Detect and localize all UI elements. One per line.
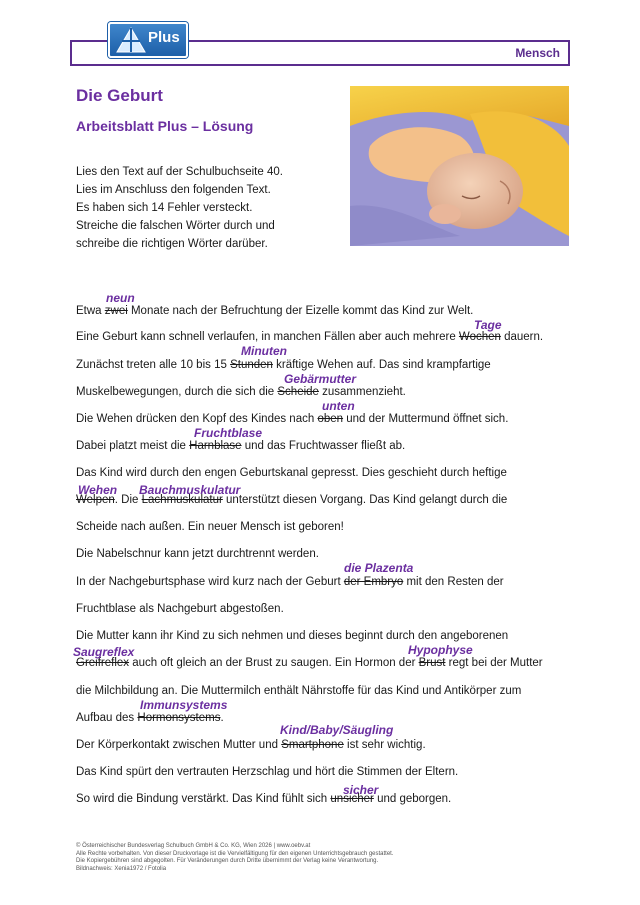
page-title: Die Geburt (76, 86, 163, 105)
wrong-word: Lachmuskulatur (141, 494, 223, 506)
correction-word: Kind/Baby/Säugling (280, 723, 394, 737)
correction-word: Gebärmutter (284, 372, 357, 386)
footer-line: Bildnachweis: Xenia1972 / Fotolia (76, 865, 167, 872)
correction-word: Hypophyse (408, 643, 473, 657)
footer-line: © Österreichischer Bundesverlag Schulbuch GmbH & Co. KG, Wien 2026 | www.oebv.at (76, 843, 311, 849)
instruction-line: Lies im Anschluss den folgenden Text. (76, 184, 271, 196)
text-line-11: In der Nachgeburtsphase wird kurz nach der Geburt der Embryo mit den Resten der (76, 576, 504, 588)
pyramid-icon (116, 27, 146, 53)
text-line-13: Die Mutter kann ihr Kind zu sich nehmen und dieses beginnt durch den angeborenen (76, 630, 509, 642)
text-line-15: die Milchbildung an. Die Muttermilch enthält Nährstoffe für das Kind und Antikörper zum (76, 685, 522, 697)
wrong-word: Welpen (76, 494, 115, 506)
wrong-word: Hormonsystems (137, 712, 221, 724)
instructions (76, 163, 283, 253)
correction-word: neun (106, 291, 135, 305)
text-line-4: Muskelbewegungen, durch die sich die Scheide zusammenzieht. (76, 386, 406, 398)
correction-word: Wehen (78, 483, 118, 497)
correction-word: Immunsystems (140, 698, 228, 712)
text-line-8: Welpen. Die Lachmuskulatur unterstützt diesen Vorgang. Das Kind gelangt durch die (76, 494, 508, 506)
text-line-6: Dabei platzt meist die Harnblase und das Fruchtwasser fließt ab. (76, 440, 406, 452)
correction-word: die Plazenta (344, 561, 414, 575)
text-line-12: Fruchtblase als Nachgeburt abgestoßen. (76, 603, 284, 615)
correction-word: unten (322, 399, 355, 413)
logo-text: Plus (148, 29, 180, 46)
text-line-14: Greifreflex auch oft gleich an der Brust zu saugen. Ein Hormon der Brust regt bei der Mutter (76, 657, 543, 669)
text-line-10: Die Nabelschnur kann jetzt durchtrennt werden. (76, 548, 319, 560)
wrong-word: Greifreflex (76, 657, 130, 669)
text-line-5: Die Wehen drücken den Kopf des Kindes nach oben und der Muttermund öffnet sich. (76, 413, 509, 425)
wrong-word: Stunden (230, 359, 273, 371)
wrong-word: Scheide (277, 386, 319, 398)
text-line-1: Etwa zwei Monate nach der Befruchtung der Eizelle kommt das Kind zur Welt. (76, 305, 474, 317)
baby-photo (350, 86, 569, 246)
wrong-word: unsicher (330, 793, 374, 805)
text-line-19: So wird die Bindung verstärkt. Das Kind fühlt sich unsicher und geborgen. (76, 793, 452, 805)
correction-word: Minuten (241, 344, 287, 358)
wrong-word: der Embryo (343, 576, 404, 588)
text-line-18: Das Kind spürt den vertrauten Herzschlag und hört die Stimmen der Eltern. (76, 766, 459, 778)
wrong-word: Wochen (458, 331, 501, 343)
wrong-word: zwei (104, 305, 128, 317)
footer (76, 843, 394, 873)
correction-word: Saugreflex (73, 645, 135, 659)
subject-label: Mensch (515, 46, 560, 60)
correction-word: sicher (343, 783, 379, 797)
instruction-line: Lies den Text auf der Schulbuchseite 40. (76, 166, 283, 178)
text-line-3: Zunächst treten alle 10 bis 15 Stunden kräftige Wehen auf. Das sind krampfartige (76, 359, 491, 371)
text-line-16: Aufbau des Hormonsystems. (76, 712, 224, 724)
instruction-line: Es haben sich 14 Fehler versteckt. (76, 202, 253, 214)
instruction-line: Streiche die falschen Wörter durch und (76, 220, 275, 232)
text-line-9: Scheide nach außen. Ein neuer Mensch ist geboren! (76, 521, 344, 533)
text-line-2: Eine Geburt kann schnell verlaufen, in manchen Fällen aber auch mehrere Wochen dauern. (76, 331, 544, 343)
wrong-word: oben (317, 413, 344, 425)
instruction-line: schreibe die richtigen Wörter darüber. (76, 238, 268, 250)
publisher-logo (108, 22, 188, 58)
footer-line: Alle Rechte vorbehalten. Von dieser Druckvorlage ist die Vervielfältigung für den eigenen Unterrichtsgebrauch gestattet. (76, 850, 394, 857)
text-line-7: Das Kind wird durch den engen Geburtskanal gepresst. Dies geschieht durch heftige (76, 467, 507, 479)
page-subtitle: Arbeitsblatt Plus – Lösung (76, 118, 254, 134)
correction-word: Bauchmuskulatur (139, 483, 241, 497)
correction-word: Tage (474, 318, 502, 332)
wrong-word: Brust (418, 657, 446, 669)
text-line-17: Der Körperkontakt zwischen Mutter und Smartphone ist sehr wichtig. (76, 739, 426, 751)
footer-line: Die Kopiergebühren sind abgegolten. Für Veränderungen durch Dritte übernimmt der Verlag keine Verantwortung. (76, 858, 379, 864)
correction-word: Fruchtblase (194, 426, 263, 440)
wrong-word: Harnblase (189, 440, 242, 452)
wrong-word: Smartphone (281, 739, 344, 751)
